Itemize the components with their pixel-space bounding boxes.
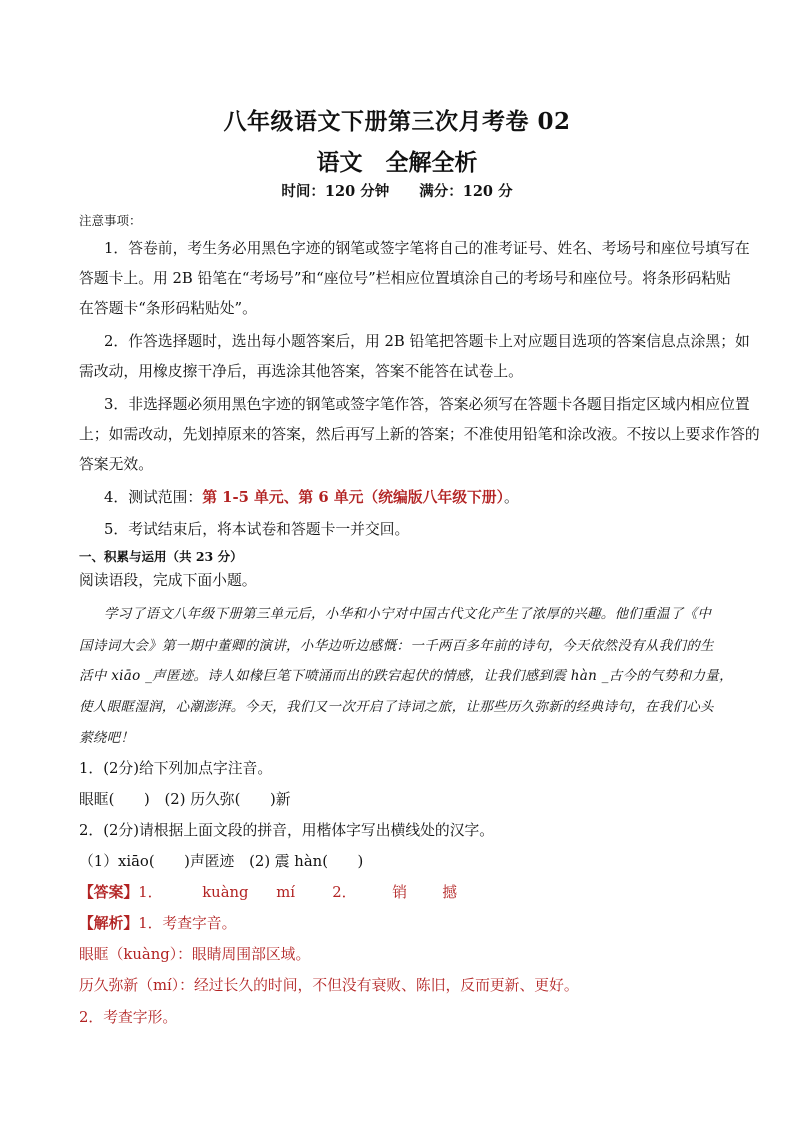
note-5: 5．考试结束后，将本试卷和答题卡一并交回。 [104,521,410,538]
answer-label: 【答案】 [79,884,139,901]
question-2-items: （1）xiāo( )声匿迹 (2) 震 hàn( ) [79,853,364,870]
question-1-items: 眼眶( ) (2) 历久弥( )新 [79,791,291,808]
note-4-range: 第 1-5 单元、第 6 单元（统编版八年级下册） [202,489,504,506]
answer-2b: 撼 [442,884,458,901]
reading-intro: 阅读语段，完成下面小题。 [79,572,257,589]
page-title: 八年级语文下册第三次月考卷 02 [223,108,571,135]
note-3-line-2: 上；如需改动，先划掉原来的答案，然后再写上新的答案；不准使用铅笔和涂改液。不按以上要求作答的 [79,426,760,443]
question-1: 1．(2分)给下列加点字注音。 [79,760,273,777]
notes-heading: 注意事项： [79,213,142,228]
answer-line [79,883,457,903]
passage-line-4: 使人眼眶湿润，心潮澎湃。今天，我们又一次开启了诗词之旅，让那些历久弥新的经典诗句，在我们心头 [79,699,714,715]
note-1-line-2: 答题卡上。用 2B 铅笔在“考场号”和“座位号”栏相应位置填涂自己的考场号和座位号。将条形码粘贴 [79,270,731,287]
passage-line-1: 学习了语文八年级下册第三单元后，小华和小宁对中国古代文化产生了浓厚的兴趣。他们重温了《中 [104,606,712,622]
note-4-end: 。 [504,489,519,506]
analysis-1: 1．考查字音。 [138,915,237,932]
note-4 [104,488,519,508]
answer-1b: mí [276,884,295,901]
note-2-line-2: 需改动，用橡皮擦干净后，再选涂其他答案，答案不能答在试卷上。 [79,363,523,380]
analysis-line [79,914,236,934]
note-1-line-3: 在答题卡“条形码粘贴处”。 [79,300,257,317]
passage-line-3: 活中 xiāo _声匿迹。诗人如椽巨笔下喷涌而出的跌宕起伏的情感，让我们感到震 hàn _古今的气势和力量， [79,668,733,684]
answer-2a: 销 [392,884,408,901]
note-4-prefix: 4．测试范围： [104,489,203,506]
note-1-line-1: 1．答卷前，考生务必用黑色字迹的钢笔或签字笔将自己的准考证号、姓名、考场号和座位号填写在 [104,240,750,257]
analysis-2: 2．考查字形。 [79,1009,178,1026]
note-3-line-1: 3．非选择题必须用黑色字迹的钢笔或签字笔作答，答案必须写在答题卡各题目指定区域内相应位置 [104,396,750,413]
section-heading: 一、积累与运用（共 23 分） [79,549,243,564]
passage-line-2: 国诗词大会》第一期中董卿的演讲，小华边听边感慨：一千两百多年前的诗句，今天依然没有从我们的生 [79,638,714,654]
page-subtitle: 语文 全解全析 [316,149,478,176]
answer-2-num: 2． [332,884,357,901]
passage-line-5: 萦绕吧！ [79,730,135,746]
note-2-line-1: 2．作答选择题时，选出每小题答案后，用 2B 铅笔把答题卡上对应题目选项的答案信息点涂黑；如 [104,333,750,350]
answer-1a: kuàng [202,884,249,901]
explanation-1: 眼眶（kuàng）：眼睛周围部区域。 [79,946,311,963]
exam-score: 满分：120 分 [419,183,513,200]
exam-info [0,180,794,201]
answer-1-num: 1． [138,884,163,901]
question-2: 2．(2分)请根据上面文段的拼音，用楷体字写出横线处的汉字。 [79,822,495,839]
explanation-2: 历久弥新（mí）：经过长久的时间，不但没有衰败、陈旧，反而更新、更好。 [79,977,579,994]
note-3-line-3: 答案无效。 [79,456,153,473]
analysis-label: 【解析】 [79,915,139,932]
exam-time: 时间：120 分钟 [281,183,390,200]
